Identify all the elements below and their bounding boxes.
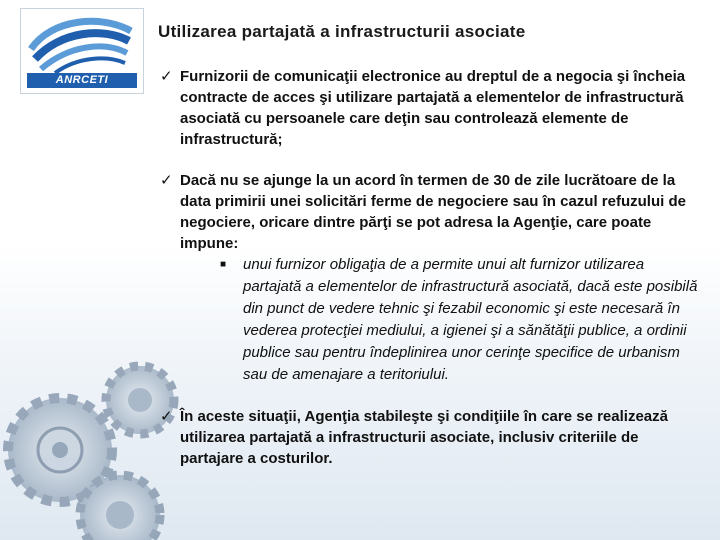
checkmark-icon: ✓ [160, 408, 173, 425]
anrceti-swirl-logo-icon [21, 9, 143, 75]
checkmark-icon: ✓ [160, 172, 173, 189]
list-item [160, 406, 705, 469]
list-item-text: În aceste situaţii, Agenţia stabileşte şi condiţiile în care se realizează utilizarea partajată a infrastructurii asociate, inclusiv criteriile de partajare a costurilor. [180, 408, 668, 467]
logo-text: ANRCETI [27, 73, 137, 88]
square-bullet-icon: ■ [220, 259, 227, 270]
sub-list-item [180, 254, 705, 386]
page-title: Utilizarea partajată a infrastructurii asociate [158, 22, 526, 41]
list-item-text: Dacă nu se ajunge la un acord în termen de 30 de zile lucrătoare de la data primirii unei solicitări ferme de negociere sau în cazul refuzului de negociere, oricare dintre părţi se pot adresa la Agenţie, care poate impune: [180, 172, 686, 252]
list-item [160, 170, 705, 386]
anrceti-logo [20, 8, 144, 94]
bullet-list [160, 66, 705, 483]
list-item-text: Furnizorii de comunicaţii electronice au dreptul de a negocia şi încheia contracte de acces şi utilizare partajată a elementelor de infrastructură asociată cu persoanele care deţin sau controlează elemente de infrastructură; [180, 68, 686, 148]
checkmark-icon: ✓ [160, 68, 173, 85]
gears-icon [0, 330, 180, 540]
sub-list-item-text: unui furnizor obligaţia de a permite unui alt furnizor utilizarea partajată a elementelor de infrastructură asociată, dacă este posibilă din punct de vedere tehnic şi fezabil economic şi este necesară în vederea protecţiei mediului, a igienei şi a sănătăţii publice, a ordinii publice sau pentru îndeplinirea unor cerinţe specifice de urbanism sau de amenajare a teritoriului. [243, 256, 698, 383]
list-item [160, 66, 705, 150]
